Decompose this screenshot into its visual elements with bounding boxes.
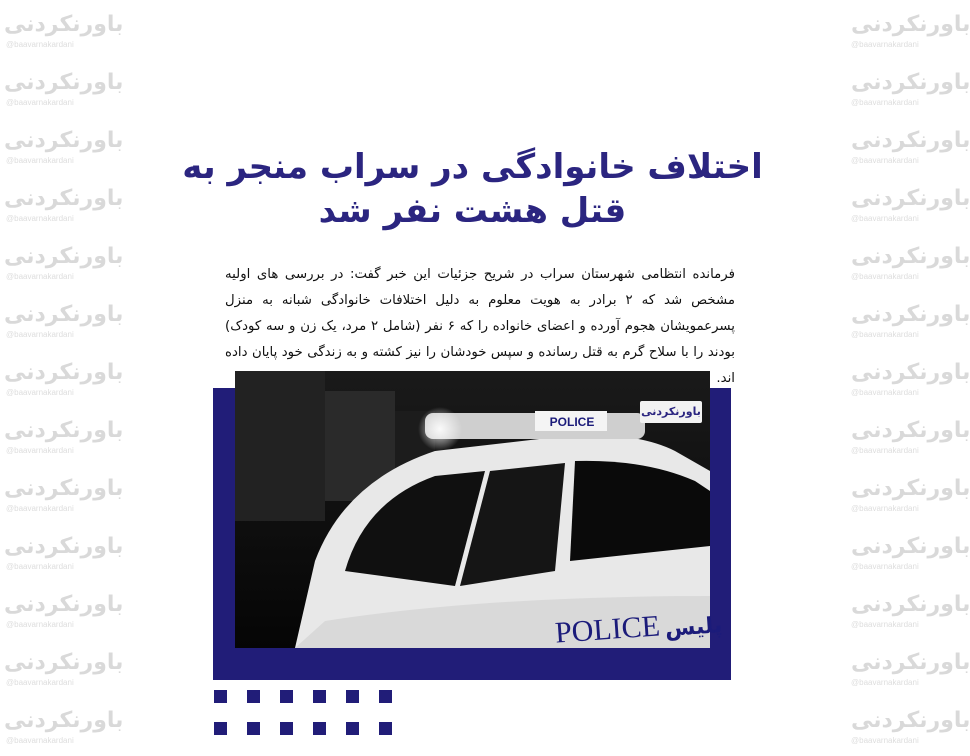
watermark-handle: @baavarnakardani [6,214,74,223]
watermark-handle: @baavarnakardani [6,736,74,745]
watermark-logo: باورنکردنی [851,708,970,733]
watermark-logo: باورنکردنی [851,360,970,385]
article-body: فرمانده انتظامی شهرستان سراب در شریح جزئیات این خبر گفت: در بررسی های اولیه مشخص شد که ۲ برادر به هویت معلوم به دلیل اختلافات خانوادگی شبانه به منزل پسرعمویشان هجوم آورده و اعضای خانواده را که ۶ نفر (شامل ۲ مرد، یک زن و سه کودک) بودند را با سلاح گرم به قتل رسانده و سپس خودشان را نیز کشته و به زندگی خود پایان داده اند. [225,267,735,386]
watermark-handle: @baavarnakardani [6,504,74,513]
square [379,690,392,703]
watermark-logo: باورنکردنی [4,418,124,443]
watermark-logo: باورنکردنی [4,360,124,385]
watermark-logo: باورنکردنی [4,592,124,617]
watermark-handle: @baavarnakardani [6,562,74,571]
watermark-handle: @baavarnakardani [851,98,919,107]
watermark [845,62,970,116]
watermark-handle: @baavarnakardani [6,620,74,629]
watermark [0,62,124,116]
watermark [0,642,124,696]
watermark [0,178,124,232]
watermark [0,4,124,58]
watermark-handle: @baavarnakardani [851,620,919,629]
watermark [845,236,970,290]
watermark-logo: باورنکردنی [4,650,124,675]
watermark [0,700,124,754]
watermark-handle: @baavarnakardani [6,330,74,339]
watermark-column-right [845,0,970,756]
watermark-handle: @baavarnakardani [6,446,74,455]
watermark [845,526,970,580]
watermark-logo: باورنکردنی [4,128,124,153]
square [313,690,326,703]
watermark [845,4,970,58]
article-title-line-2: قتل هشت نفر شد [318,191,627,231]
square [280,722,293,735]
watermark [0,526,124,580]
watermark-logo: باورنکردنی [851,128,970,153]
watermark-handle: @baavarnakardani [851,40,919,49]
article-photo [235,371,724,650]
watermark-handle: @baavarnakardani [6,98,74,107]
watermark-column-left [0,0,124,756]
watermark [845,468,970,522]
watermark-logo: باورنکردنی [4,12,124,37]
watermark-logo: باورنکردنی [851,476,970,501]
watermark [0,468,124,522]
watermark-logo: باورنکردنی [4,534,124,559]
watermark-logo: باورنکردنی [4,708,124,733]
door-text-farsi: پلیس [664,613,724,642]
watermark-handle: @baavarnakardani [6,272,74,281]
square [280,690,293,703]
watermark-handle: @baavarnakardani [851,388,919,397]
watermark-logo: باورنکردنی [851,534,970,559]
watermark-handle: @baavarnakardani [851,156,919,165]
watermark-logo: باورنکردنی [851,12,970,37]
watermark-logo: باورنکردنی [4,186,124,211]
police-car-illustration [235,371,710,648]
watermark-logo: باورنکردنی [851,302,970,327]
watermark-logo: باورنکردنی [4,244,124,269]
watermark-handle: @baavarnakardani [6,40,74,49]
watermark-logo: باورنکردنی [851,592,970,617]
watermark [845,700,970,754]
watermark-handle: @baavarnakardani [851,678,919,687]
square [214,722,227,735]
watermark-logo: باورنکردنی [4,70,124,95]
square [247,690,260,703]
watermark-logo: باورنکردنی [851,70,970,95]
watermark [0,236,124,290]
watermark [0,410,124,464]
watermark-handle: @baavarnakardani [851,562,919,571]
watermark-handle: @baavarnakardani [6,156,74,165]
watermark-handle: @baavarnakardani [851,272,919,281]
watermark-logo: باورنکردنی [851,186,970,211]
watermark [845,642,970,696]
roof-sign: POLICE [549,415,595,429]
watermark-logo: باورنکردنی [4,476,124,501]
watermark [845,584,970,638]
square [214,690,227,703]
article-title [160,145,785,233]
door-text-latin: POLICE [553,609,661,650]
square [346,690,359,703]
watermark-handle: @baavarnakardani [851,504,919,513]
watermark-logo: باورنکردنی [851,418,970,443]
watermark [0,352,124,406]
square [379,722,392,735]
article-title-line-1: اختلاف خانوادگی در سراب منجر به [182,147,763,187]
watermark-logo: باورنکردنی [851,244,970,269]
watermark-logo: باورنکردنی [4,302,124,327]
watermark [0,584,124,638]
photo-logo: باورنکردنی [640,401,702,423]
watermark [0,294,124,348]
square [346,722,359,735]
square [313,722,326,735]
watermark-handle: @baavarnakardani [6,678,74,687]
watermark [0,120,124,174]
square [247,722,260,735]
watermark-logo: باورنکردنی [851,650,970,675]
watermark-handle: @baavarnakardani [6,388,74,397]
watermark-handle: @baavarnakardani [851,330,919,339]
watermark [845,410,970,464]
watermark [845,294,970,348]
watermark [845,178,970,232]
watermark [845,352,970,406]
watermark [845,120,970,174]
watermark-handle: @baavarnakardani [851,214,919,223]
watermark-handle: @baavarnakardani [851,736,919,745]
watermark-handle: @baavarnakardani [851,446,919,455]
